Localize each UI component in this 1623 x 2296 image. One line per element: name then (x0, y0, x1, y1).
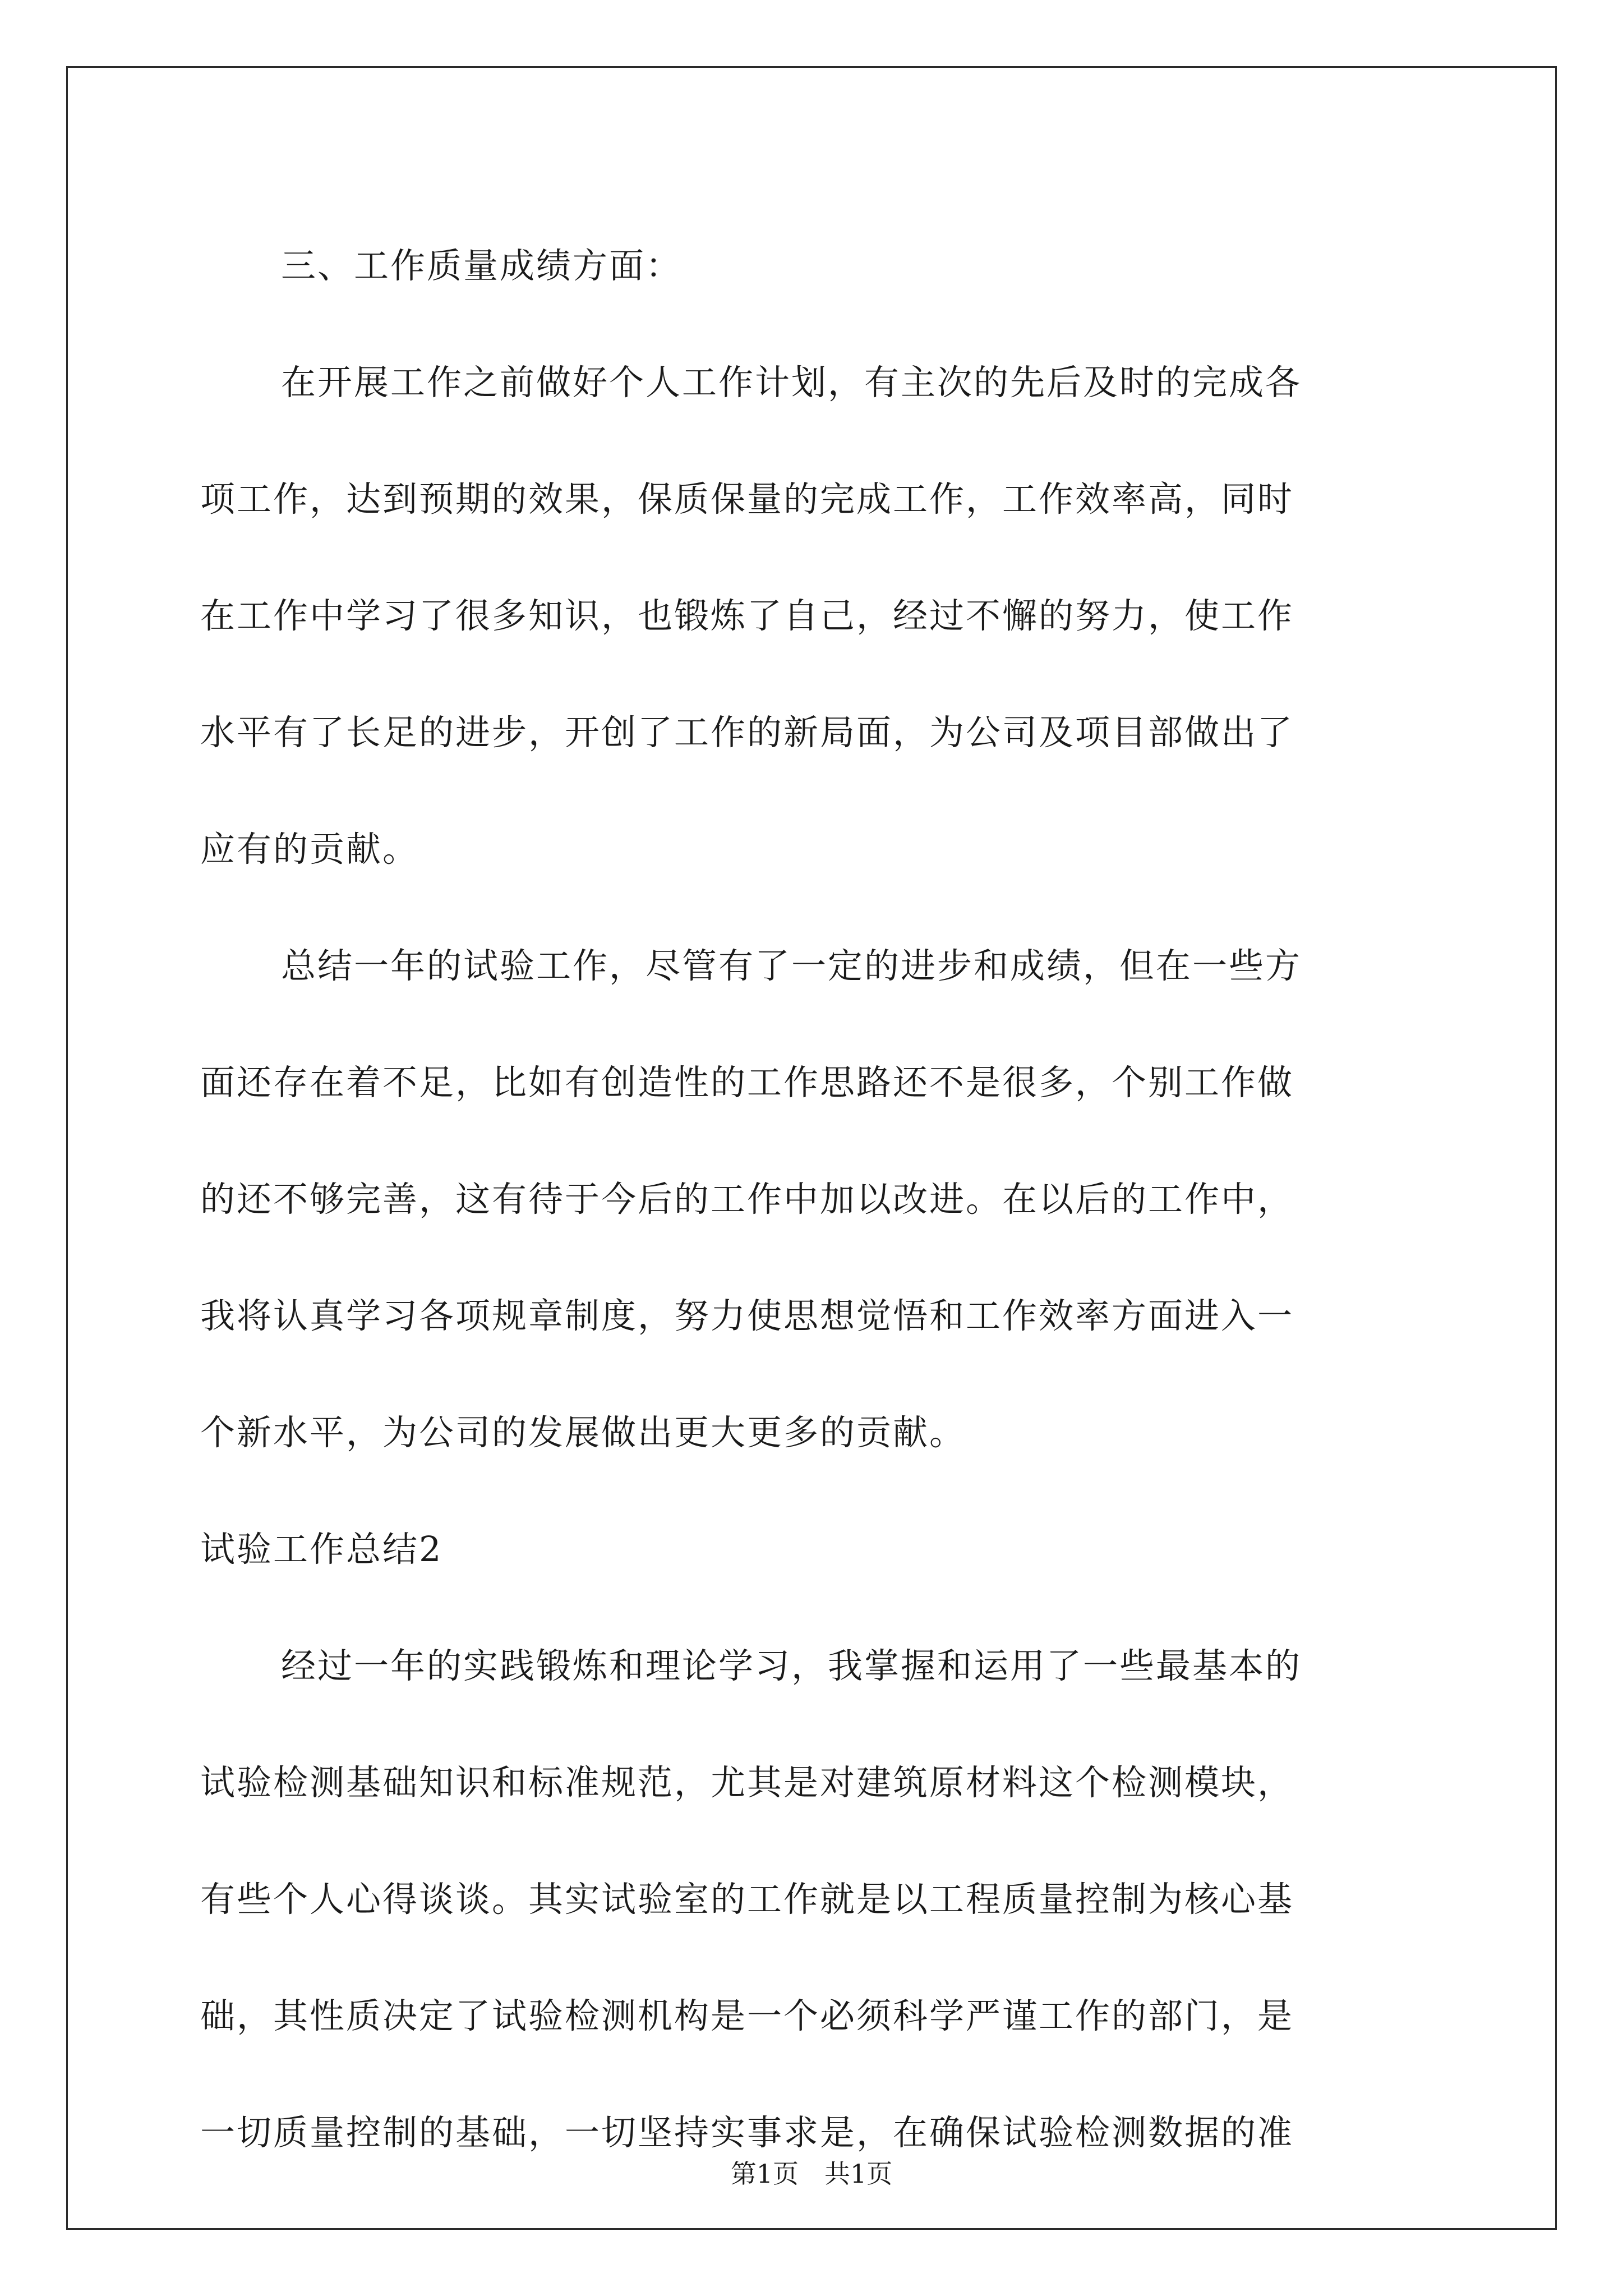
paragraph-line: 试验检测基础知识和标准规范，尤其是对建筑原材料这个检测模块， (200, 1762, 1294, 1803)
page-number: 第1页 (730, 2159, 799, 2189)
text-block (200, 208, 1434, 2191)
paragraph-line: 础，其性质决定了试验检测机构是一个必须科学严谨工作的部门，是 (200, 1995, 1294, 2036)
paragraph-line: 的还不够完善，这有待于今后的工作中加以改进。在以后的工作中， (200, 1179, 1294, 1220)
paragraph-line: 经过一年的实践锻炼和理论学习，我掌握和运用了一些最基本的 (281, 1645, 1302, 1686)
paragraph-line: 水平有了长足的进步，开创了工作的新局面，为公司及项目部做出了 (200, 712, 1294, 753)
page-total: 共1页 (824, 2159, 893, 2189)
section-heading: 三、工作质量成绩方面： (281, 245, 683, 286)
paragraph-line: 应有的贡献。 (200, 829, 419, 869)
paragraph-line: 项工作，达到预期的效果，保质保量的完成工作，工作效率高，同时 (200, 478, 1294, 519)
paragraph-line: 在工作中学习了很多知识，也锻炼了自己，经过不懈的努力，使工作 (200, 595, 1294, 636)
document-title: 试验工作总结2 (200, 1529, 443, 1570)
paragraph-line: 在开展工作之前做好个人工作计划，有主次的先后及时的完成各 (281, 362, 1302, 403)
paragraph-line: 面还存在着不足，比如有创造性的工作思路还不是很多，个别工作做 (200, 1062, 1294, 1103)
paragraph-line: 我将认真学习各项规章制度，努力使思想觉悟和工作效率方面进入一 (200, 1295, 1294, 1336)
paragraph-line: 一切质量控制的基础，一切坚持实事求是，在确保试验检测数据的准 (200, 2112, 1294, 2153)
paragraph-line: 个新水平，为公司的发展做出更大更多的贡献。 (200, 1412, 966, 1453)
paragraph-line: 有些个人心得谈谈。其实试验室的工作就是以工程质量控制为核心基 (200, 1879, 1294, 1920)
paragraph-line: 总结一年的试验工作，尽管有了一定的进步和成绩，但在一些方 (281, 945, 1302, 986)
page-footer (0, 2157, 1623, 2191)
document-body (200, 208, 1434, 2191)
